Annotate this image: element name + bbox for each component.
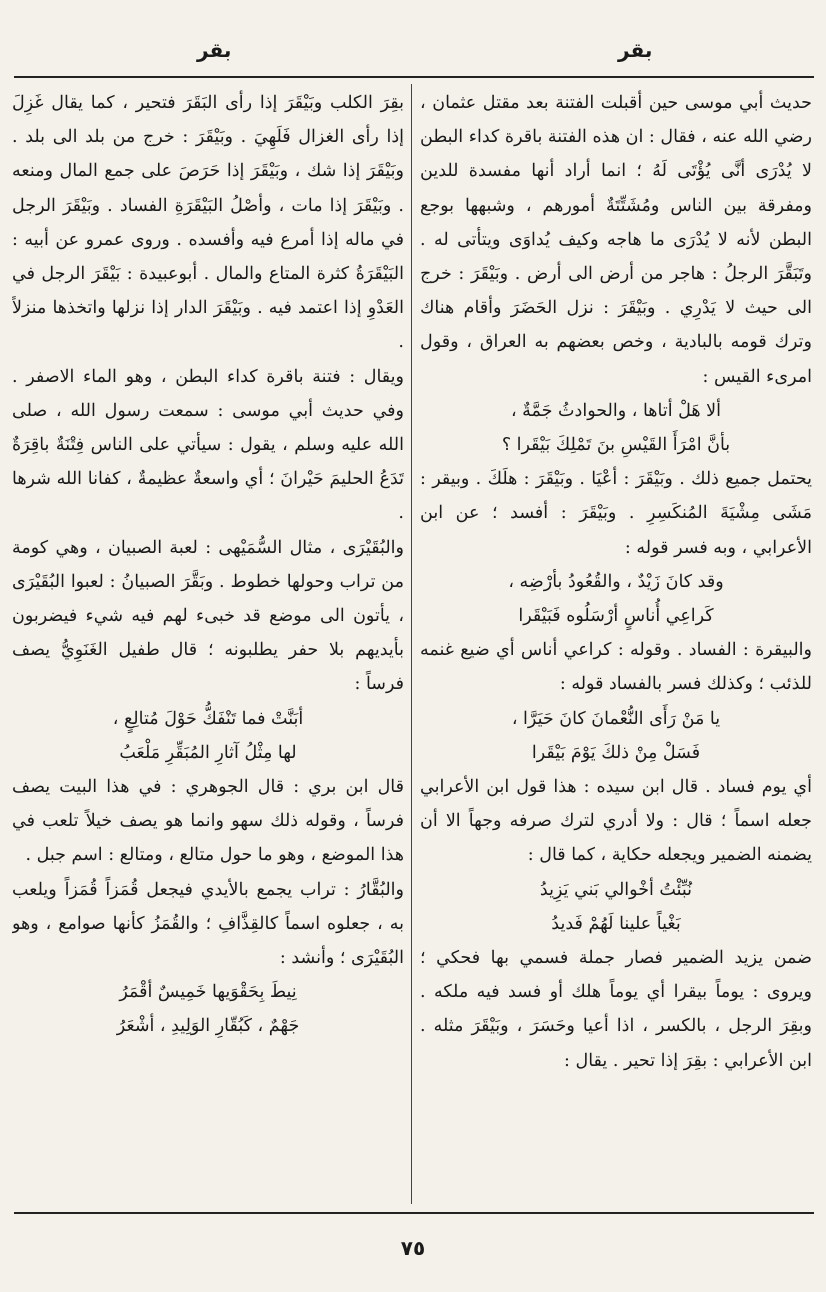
paragraph: أي يوم فساد . قال ابن سيده : هذا قول ابن الأعرابي جعله اسماً ؛ قال : ولا أدري لترك صرفه وجهاً الا أن يضمنه الضمير ويجعله حكاية ، كما قال :	[420, 777, 812, 866]
paragraph: بقِرَ الكلب وبَيْقَرَ إذا رأى البَقَرَ فتحير ، كما يقال غَزِلَ إذا رأى الغزال فَلَهِيَ . وبَيْقَرَ : خرج من بلد الى بلد . وبَيْقَرَ إذا شك ، وبَيْقَرَ إذا حَرَصَ على جمع المال ومنعه . وبَيْقَرَ إذا مات ، وأصْلُ البَيْقَرَةِ الفساد . وبَيْقَرَ الرجل في ماله إذا أمرع فيه وأفسده . وروى عمرو عن أبيه : البَيْقَرَةُ كثرة المتاع والمال . أبوعبيدة : بَيْقَرَ الرجل في العَدْوِ إذا اعتمد فيه . وبَيْقَرَ الدار إذا نزلها واتخذها منزلاً .	[12, 93, 404, 353]
paragraph: يحتمل جميع ذلك . وبَيْقَرَ : أعْيَا . وبَيْقَرَ : هلَكَ . وبيقر : مَشَى مِشْيَةَ المُنكَسِرِ . وبَيْقَرَ : أفسد ؛ عن ابن الأعرابي ، وبه فسر قوله :	[420, 469, 812, 558]
verse-line: أبَنَّتْ فما تَنْفَكُّ حَوْلَ مُتالِعٍ ،	[112, 708, 304, 729]
verse-line: يا مَنْ رَأَى النُّعْمانَ كانَ حَيَرَّا ،	[511, 708, 721, 729]
verse-line: ألا هَلْ أتاها ، والحوادثُ جَمَّةٌ ،	[510, 400, 722, 421]
verse-line: فَسَلْ مِنْ ذلكَ يَوْمَ بَيْقَرا	[531, 742, 701, 763]
paragraph: والبُقَّارُ : تراب يجمع بالأيدي فيجعل قُمَزاً قُمَزاً ويلعب به ، جعلوه اسماً كالقِذَّافِ ؛ والقُمَزُ كأنها صوامع ، وهو البُقَيْرَى ؛ وأنشد :	[12, 879, 404, 969]
paragraph: ويقال : فتنة باقرة كداء البطن ، وهو الماء الاصفر . وفي حديث أبي موسى : سمعت رسول الله ، صلى الله عليه وسلم ، يقول : سيأتي على الناس فِتْنَةٌ باقِرَةٌ تَدَعُ الحليمَ حَيْرانَ ؛ أي واسعةٌ عظيمةٌ ، كفانا الله شرها .	[12, 366, 404, 524]
paragraph: والبُقَيْرَى ، مثال السُّمَيْهى : لعبة الصبيان ، وهي كومة من تراب وحولها خطوط . وبَقَّرَ الصبيانُ : لعبوا البُقَيْرَى ، يأتون الى موضع قد خبىء لهم فيه شيء فيضربون بأيديهم بلا حفر يطلبونه ؛ قال طفيل الغَنَوِيُّ يصف فرساً :	[12, 537, 404, 695]
header-rule	[14, 76, 814, 78]
running-head-right: بقر	[618, 38, 653, 62]
verse-line: وقد كانَ زَيْدٌ ، والقُعُودُ بأرْضِه ،	[508, 571, 724, 592]
paragraph: والبيقرة : الفساد . وقوله : كراعي أناس أي ضيع غنمه للذئب ؛ وكذلك فسر بالفساد قوله :	[420, 640, 812, 695]
verse-line: جَهْمٌ ، كَبُقّارِ الوَلِيدِ ، أشْعَرُ	[116, 1016, 300, 1037]
verse-line: لها مِثْلُ آثارِ المُبَقِّرِ مَلْعَبُ	[119, 742, 297, 763]
verse-line: نِيطَ بِحَقْوَيها خَمِيسٌ أقْمَرُ	[119, 982, 297, 1003]
paragraph: قال ابن بري : قال الجوهري : في هذا البيت يصف فرساً ، وقوله ذلك سهو وانما هو يصف خيلاً تلعب في هذا الموضع ، وهو ما حول متالع ، ومتالع : اسم جبل .	[12, 777, 404, 866]
column-divider	[411, 84, 412, 1204]
paragraph: ضمن يزيد الضمير فصار جملة فسمي بها فحكي ؛ ويروى : يوماً بيقرا أي يوماً هلك أو فسد فيه ملكه . وبقِرَ الرجل ، بالكسر ، اذا أعيا وحَسَرَ ، وبَيْقَرَ مثله . ابن الأعرابي : بقِرَ إذا تحير . يقال :	[420, 948, 812, 1071]
paragraph: حديث أبي موسى حين أقبلت الفتنة بعد مقتل عثمان ، رضي الله عنه ، فقال : ان هذه الفتنة باقرة كداء البطن لا يُدْرَى أنَّى يُؤْتَى لَهُ ؛ انما أراد أنها مفسدة للدين ومفرقة بين الناس ومُشَتِّتَةٌ أمورهم ، وشبهها بوجع البطن لأنه لا يُدْرَى ما هاجه وكيف يُداوَى ويتأتى له . وتَبَقَّرَ الرجلُ : هاجر من أرض الى أرض . وبَيْقَرَ : خرج الى حيث لا يَدْرِي . وبَيْقَرَ : نزل الحَضَرَ وأقام هناك وترك قومه بالبادية ، وخص بعضهم به العراق ، وقول امرىء القيس :	[420, 93, 812, 387]
verse-line: بأنَّ امْرَأَ القَيْسِ بنَ تَمْلِكَ بَيْقَرا ؟	[501, 435, 731, 456]
running-head-left: بقر	[197, 38, 232, 62]
left-column	[12, 86, 404, 1204]
verse-line: بَغْياً علينا لَهُمْ فَديدُ	[551, 913, 681, 934]
verse-line: كَراعِي أُناسٍ أرْسَلُوه فَبَيْقَرا	[518, 606, 714, 627]
footer-rule	[14, 1212, 814, 1214]
right-column	[420, 86, 812, 1204]
verse-line: نُبِّئْتُ أخْوالي بَني يَزِيدُ	[539, 879, 693, 900]
page-number: ٧٥	[400, 1236, 426, 1260]
